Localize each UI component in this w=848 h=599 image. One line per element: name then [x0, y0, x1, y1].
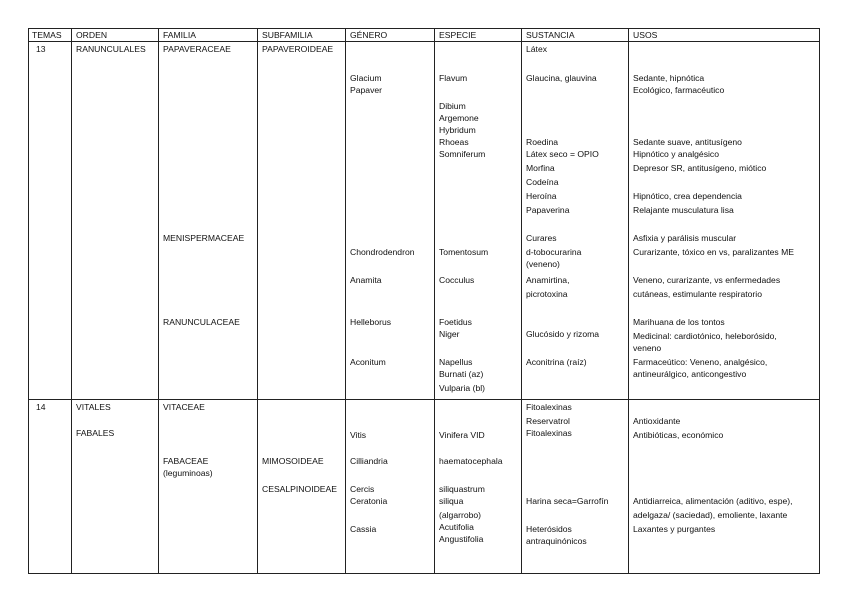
header-subfamilia: SUBFAMILIA [262, 30, 313, 40]
genero-cell: Cassia [350, 524, 377, 534]
usos-cell: Sedante, hipnótica [633, 73, 705, 83]
column-divider [345, 29, 346, 573]
orden-cell: VITALES [76, 402, 111, 412]
usos-cell: Sedante suave, antitusígeno [633, 137, 742, 147]
usos-cell: Antioxidante [633, 416, 681, 426]
especie-cell: Foetidus [439, 317, 472, 327]
header-orden: ORDEN [76, 30, 108, 40]
usos-cell: Laxantes y purgantes [633, 524, 716, 534]
subfamilia-cell: PAPAVEROIDEAE [262, 44, 334, 54]
sustancia-cell: Reservatrol [526, 416, 570, 426]
sustancia-cell: picrotoxina [526, 289, 568, 299]
header-sustancia: SUSTANCIA [526, 30, 575, 40]
header-temas: TEMAS [32, 30, 62, 40]
genero-cell: Vitis [350, 430, 367, 440]
orden-cell: FABALES [76, 428, 115, 438]
usos-cell: veneno [633, 343, 662, 353]
sustancia-cell: Látex [526, 44, 548, 54]
genero-cell: Helleborus [350, 317, 392, 327]
sustancia-cell: Morfina [526, 163, 555, 173]
especie-cell: Napellus [439, 357, 473, 367]
genero-cell: Glacium [350, 73, 382, 83]
usos-cell: antineurálgico, anticongestivo [633, 369, 747, 379]
especie-cell: Argemone [439, 113, 479, 123]
header-usos: USOS [633, 30, 658, 40]
genero-cell: Cercis [350, 484, 375, 494]
especie-cell: Vinifera VID [439, 430, 485, 440]
sustancia-cell: d-tobocurarina [526, 247, 582, 257]
column-divider [71, 29, 72, 573]
familia-cell: PAPAVERACEAE [163, 44, 231, 54]
sustancia-cell: (veneno) [526, 259, 560, 269]
sustancia-cell: Aconitrina (raíz) [526, 357, 587, 367]
header-row [29, 29, 819, 42]
especie-cell: siliqua [439, 496, 464, 506]
species-table [28, 28, 820, 574]
column-divider [257, 29, 258, 573]
usos-cell: Ecológico, farmacéutico [633, 85, 725, 95]
sustancia-cell: Anamirtina, [526, 275, 570, 285]
especie-cell: Rhoeas [439, 137, 469, 147]
usos-cell: Curarizante, tóxico en vs, paralizantes ME [633, 247, 794, 257]
column-divider [628, 29, 629, 573]
usos-cell: cutáneas, estimulante respiratorio [633, 289, 762, 299]
genero-cell: Ceratonia [350, 496, 388, 506]
usos-cell: Antibióticas, económico [633, 430, 724, 440]
usos-cell: Farmaceútico: Veneno, analgésico, [633, 357, 768, 367]
sustancia-cell: Papaverina [526, 205, 570, 215]
genero-cell: Anamita [350, 275, 382, 285]
especie-cell: Burnati (az) [439, 369, 484, 379]
usos-cell: Medicinal: cardiotónico, heleborósido, [633, 331, 777, 341]
sustancia-cell: Glaucina, glauvina [526, 73, 597, 83]
section-divider [29, 399, 819, 400]
tema-13: 13 [36, 44, 46, 54]
especie-cell: haematocephala [439, 456, 503, 466]
sustancia-cell: Codeína [526, 177, 559, 187]
sustancia-cell: Roedina [526, 137, 559, 147]
sustancia-cell: antraquinónicos [526, 536, 587, 546]
usos-cell: Antidiarreica, alimentación (aditivo, espe), [633, 496, 793, 506]
usos-cell: Depresor SR, antitusígeno, miótico [633, 163, 767, 173]
genero-cell: Aconitum [350, 357, 386, 367]
usos-cell: Asfixia y parálisis muscular [633, 233, 737, 243]
familia-cell: MENISPERMACEAE [163, 233, 245, 243]
familia-cell: FABACEAE [163, 456, 209, 466]
tema-14: 14 [36, 402, 46, 412]
especie-cell: Dibium [439, 101, 466, 111]
column-divider [158, 29, 159, 573]
header-familia: FAMILIA [163, 30, 196, 40]
sustancia-cell: Harina seca=Garrofín [526, 496, 609, 506]
column-divider [521, 29, 522, 573]
especie-cell: (algarrobo) [439, 510, 482, 520]
familia-cell: VITACEAE [163, 402, 205, 412]
usos-cell: Hipnótico y analgésico [633, 149, 719, 159]
sustancia-cell: Heroína [526, 191, 557, 201]
usos-cell: Relajante musculatura lisa [633, 205, 734, 215]
usos-cell: Hipnótico, crea dependencia [633, 191, 742, 201]
especie-cell: Acutifolia [439, 522, 474, 532]
sustancia-cell: Curares [526, 233, 557, 243]
sustancia-cell: Látex seco = OPIO [526, 149, 599, 159]
genero-cell: Chondrodendron [350, 247, 415, 257]
orden-cell: RANUNCULALES [76, 44, 146, 54]
usos-cell: adelgaza/ (saciedad), emoliente, laxante [633, 510, 788, 520]
usos-cell: Veneno, curarizante, vs enfermedades [633, 275, 781, 285]
especie-cell: Vulparia (bl) [439, 383, 486, 393]
especie-cell: siliquastrum [439, 484, 485, 494]
sustancia-cell: Heterósidos [526, 524, 572, 534]
genero-cell: Papaver [350, 85, 383, 95]
especie-cell: Flavum [439, 73, 468, 83]
subfamilia-cell: MIMOSOIDEAE [262, 456, 324, 466]
especie-cell: Niger [439, 329, 460, 339]
especie-cell: Cocculus [439, 275, 475, 285]
especie-cell: Tomentosum [439, 247, 489, 257]
column-divider [434, 29, 435, 573]
especie-cell: Hybridum [439, 125, 476, 135]
header-genero: GÉNERO [350, 30, 388, 40]
sustancia-cell: Fitoalexinas [526, 428, 572, 438]
familia-cell: RANUNCULACEAE [163, 317, 240, 327]
especie-cell: Angustifolia [439, 534, 484, 544]
usos-cell: Marihuana de los tontos [633, 317, 725, 327]
header-especie: ESPECIE [439, 30, 477, 40]
sustancia-cell: Fitoalexinas [526, 402, 572, 412]
subfamilia-cell: CESALPINOIDEAE [262, 484, 337, 494]
sustancia-cell: Glucósido y rizoma [526, 329, 600, 339]
especie-cell: Somniferum [439, 149, 486, 159]
familia-cell: (leguminoas) [163, 468, 213, 478]
genero-cell: Cilliandria [350, 456, 388, 466]
